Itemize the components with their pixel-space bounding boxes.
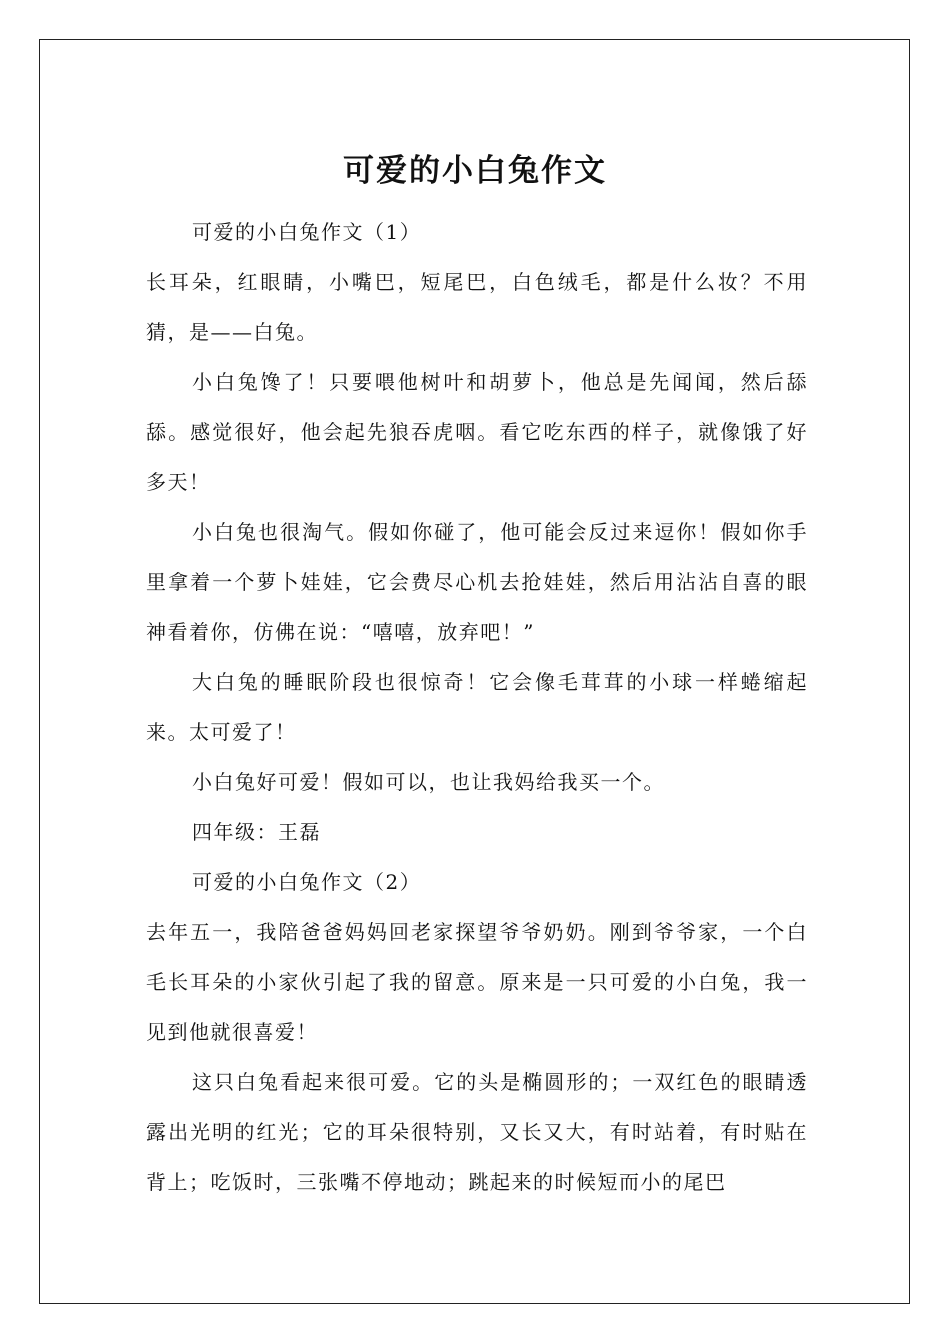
paragraph-5: 大白兔的睡眠阶段也很惊奇！它会像毛茸茸的小球一样蜷缩起来。太可爱了！ [146, 670, 808, 744]
paragraph-6: 小白兔好可爱！假如可以，也让我妈给我买一个。 [192, 770, 665, 794]
paragraph-1: 可爱的小白兔作文（1） [192, 220, 422, 244]
document-title: 可爱的小白兔作文 [343, 152, 607, 189]
paragraph-8: 可爱的小白兔作文（2） [192, 870, 422, 894]
paragraph-7: 四年级：王磊 [192, 820, 321, 844]
paragraph-4: 小白兔也很淘气。假如你碰了，他可能会反过来逗你！假如你手里拿着一个萝卜娃娃，它会费尽心机去抢娃娃，然后用沾沾自喜的眼神看着你，仿佛在说：“嘻嘻，放弃吧！” [146, 520, 808, 644]
paragraph-9: 去年五一，我陪爸爸妈妈回老家探望爷爷奶奶。刚到爷爷家，一个白毛长耳朵的小家伙引起了我的留意。原来是一只可爱的小白兔，我一见到他就很喜爱！ [146, 920, 808, 1044]
paragraph-2: 长耳朵，红眼睛，小嘴巴，短尾巴，白色绒毛，都是什么妆？不用猜，是——白兔。 [146, 270, 808, 344]
paragraph-3: 小白兔馋了！只要喂他树叶和胡萝卜，他总是先闻闻，然后舔舔。感觉很好，他会起先狼吞虎咽。看它吃东西的样子，就像饿了好多天！ [146, 370, 808, 494]
document-body [146, 207, 808, 1207]
paragraph-10: 这只白兔看起来很可爱。它的头是椭圆形的；一双红色的眼睛透露出光明的红光；它的耳朵很特别，又长又大，有时站着，有时贴在背上；吃饭时，三张嘴不停地动；跳起来的时候短而小的尾巴 [146, 1070, 808, 1194]
